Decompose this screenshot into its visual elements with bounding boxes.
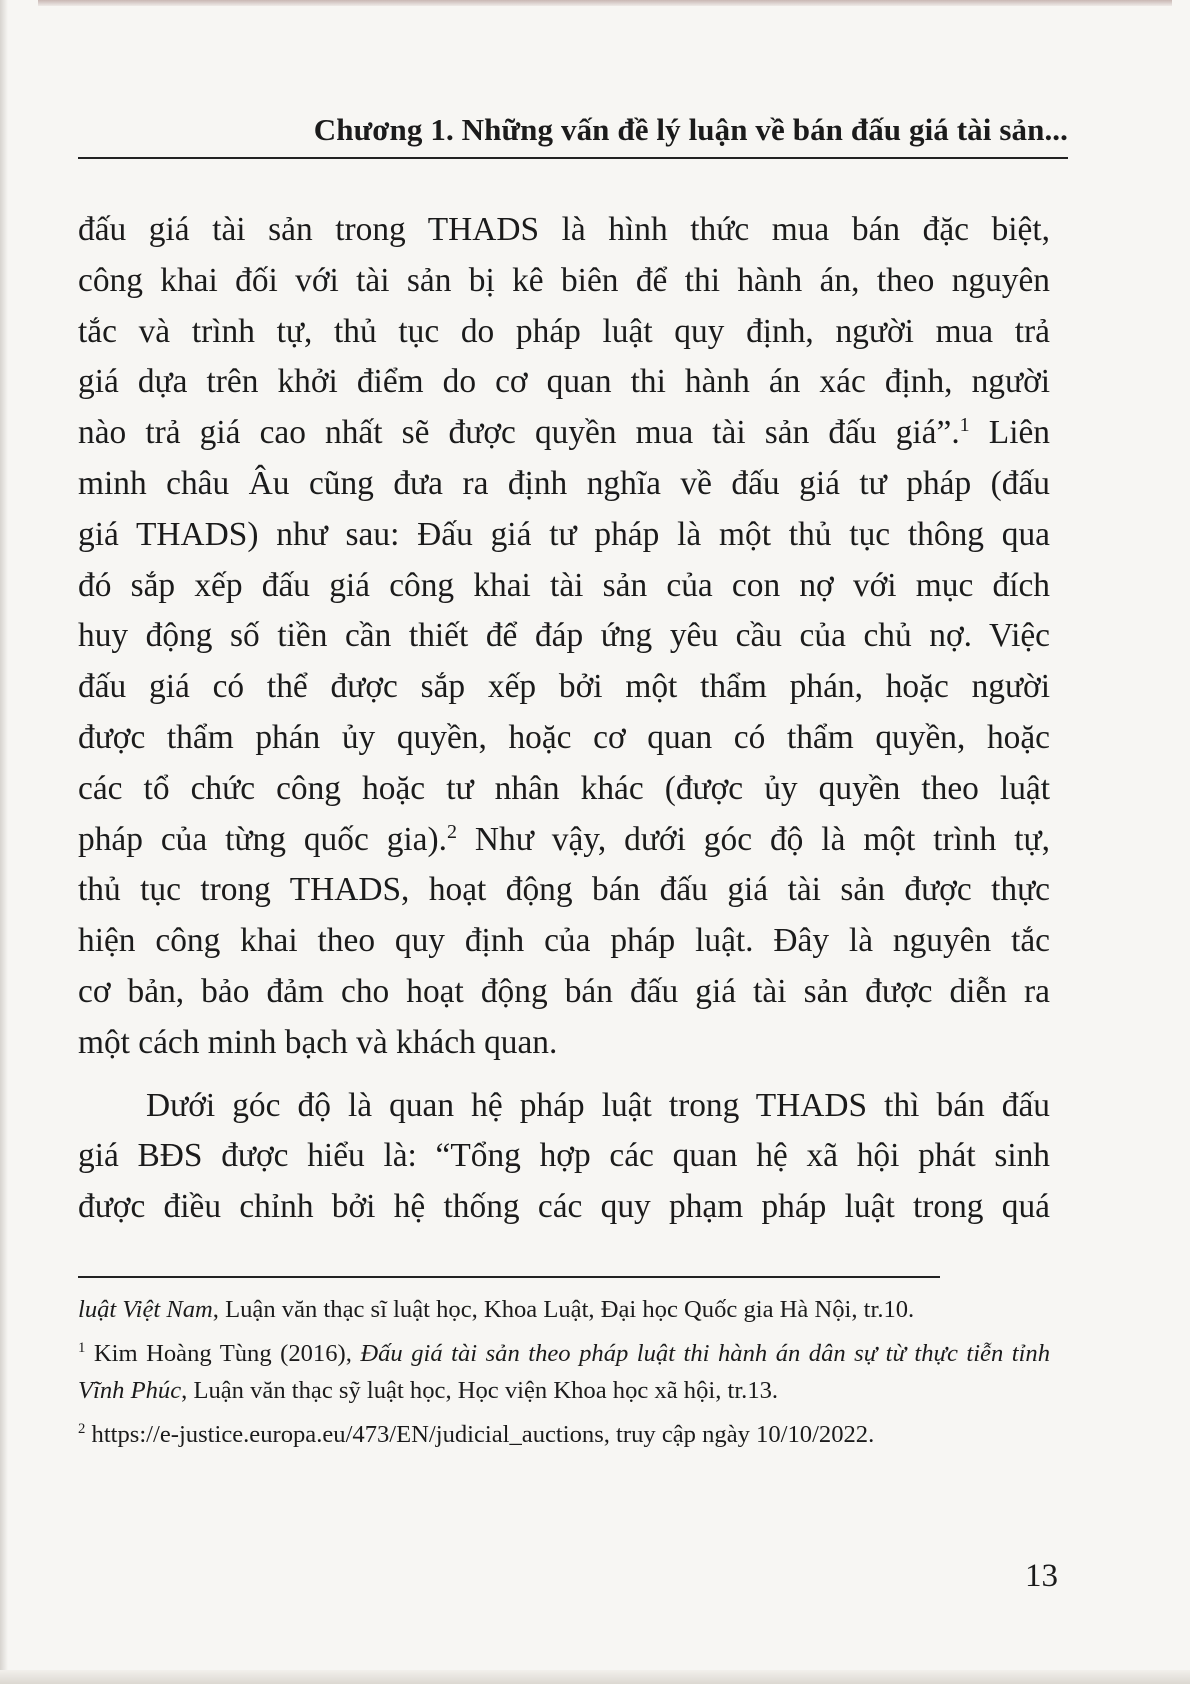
page-number: 13	[1025, 1558, 1058, 1594]
footnote-text: Kim Hoàng Tùng (2016),	[85, 1339, 361, 1367]
body-line: giá dựa trên khởi điểm do cơ quan thi hành án xác định, người	[78, 363, 1050, 401]
body-line-part: Như vậy, dưới góc độ là một trình tự,	[456, 820, 1050, 858]
footnote-ref-1[interactable]: 1	[959, 414, 970, 437]
header-rule	[78, 157, 1068, 159]
body-line: huy động số tiền cần thiết để đáp ứng yêu cầu của chủ nợ. Việc	[78, 617, 1050, 655]
footnote-link[interactable]: https://e-justice.europa.eu/473/EN/judicial_auctions, truy cập ngày 10/10/2022.	[85, 1420, 875, 1448]
footnote-ref-2[interactable]: 2	[446, 820, 457, 843]
body-line: minh châu Âu cũng đưa ra định nghĩa về đấu giá tư pháp (đấu	[78, 464, 1050, 502]
body-line	[78, 408, 1050, 459]
body-line: đấu giá tài sản trong THADS là hình thức mua bán đặc biệt,	[78, 211, 1050, 248]
footnote-text: , Luận văn thạc sỹ luật học, Học viện Khoa học xã hội, tr.13.	[181, 1377, 779, 1405]
body-line: được điều chỉnh bởi hệ thống các quy phạm pháp luật trong quá	[78, 1188, 1050, 1226]
body-line: công khai đối với tài sản bị kê biên để thi hành án, theo nguyên	[78, 261, 1050, 299]
body-line: đấu giá có thể được sắp xếp bởi một thẩm phán, hoặc người	[78, 668, 1050, 706]
body-line: hiện công khai theo quy định của pháp luật. Đây là nguyên tắc	[78, 922, 1050, 960]
body-line: giá THADS) như sau: Đấu giá tư pháp là một thủ tục thông qua	[78, 515, 1050, 553]
body-line-part: Liên	[969, 414, 1050, 452]
body-line-part: nào trả giá cao nhất sẽ được quyền mua tài sản đấu giá”.	[78, 414, 960, 452]
body-line: thủ tục trong THADS, hoạt động bán đấu giá tài sản được thực	[78, 871, 1050, 909]
running-header: Chương 1. Những vấn đề lý luận về bán đấu giá tài sản...	[313, 112, 1068, 147]
footnote-italic: luật Việt Nam	[78, 1296, 213, 1323]
body-line-part: pháp của từng quốc gia).	[78, 820, 447, 858]
footnote-continued	[78, 1291, 1050, 1329]
body-line: cơ bản, bảo đảm cho hoạt động bán đấu giá tài sản được diễn ra	[78, 972, 1050, 1010]
body-line: các tổ chức công hoặc tư nhân khác (được ủy quyền theo luật	[78, 769, 1050, 807]
body-line: tắc và trình tự, thủ tục do pháp luật quy định, người mua trả	[78, 312, 1050, 350]
body-line: Dưới góc độ là quan hệ pháp luật trong THADS thì bán đấu	[146, 1086, 1050, 1124]
page-bottom-edge	[0, 1670, 1190, 1684]
footnote-2	[78, 1416, 1050, 1454]
footnote-marker: 2	[78, 1420, 86, 1437]
footnote-text: , Luận văn thạc sĩ luật học, Khoa Luật, Đại học Quốc gia Hà Nội, tr.10.	[212, 1296, 915, 1323]
page-left-shadow	[0, 0, 8, 1684]
body-line: một cách minh bạch và khách quan.	[78, 1023, 558, 1061]
body-text	[78, 205, 1050, 1233]
page-top-edge	[38, 0, 1172, 6]
body-line: giá BĐS được hiểu là: “Tổng hợp các quan hệ xã hội phát sinh	[78, 1137, 1050, 1175]
body-line	[78, 815, 1050, 866]
footnote-rule	[78, 1276, 940, 1278]
footnote-marker: 1	[78, 1339, 86, 1356]
body-line: được thẩm phán ủy quyền, hoặc cơ quan có thẩm quyền, hoặc	[78, 718, 1050, 756]
body-line: đó sắp xếp đấu giá công khai tài sản của con nợ với mục đích	[78, 566, 1050, 604]
footnote-1	[78, 1335, 1050, 1410]
footnotes	[78, 1291, 1050, 1459]
footnote-italic: Đấu giá tài sản theo pháp luật thi hành án dân sự từ thực tiễn tỉnh Vĩnh Phúc	[78, 1339, 1051, 1405]
